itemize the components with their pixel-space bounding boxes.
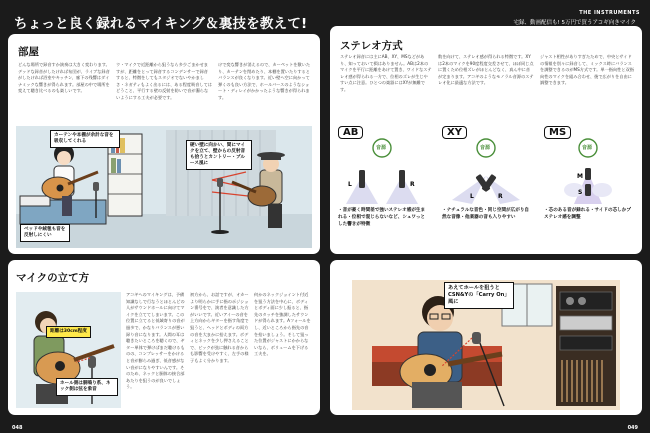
- hall-illustration: [352, 280, 620, 410]
- mic-callout-position: ホール側は胴鳴り系、ネック側は弦を象音: [56, 378, 118, 396]
- header-tag: THE INSTRUMENTS: [579, 10, 640, 16]
- stereo-text-col1: ステレオ録音には主にAB、XY、MSなどがあり、知っておいて損はありません。ABは2本のマイクを平行に距離をあけて置き、ワイドなステレオ感が得られる一方で、位相のズレが生じやすい点に注意。ひとつの楽器にはXYが無難です。: [340, 54, 432, 92]
- stereo-text-col3: ジャスト相性がありすぎたためで、中央とサイドの情報を別々に録音して、ミックス時にバランスを調整できるのがMS方式です。単一指向性と双指向性のマイクを組み合わせ、後で広がりを自由に調整できます。: [540, 54, 634, 86]
- ab-mic-r: R: [410, 181, 415, 188]
- method-xy-note: ・ナチュラルな音色・同じ空間が広がり自然な音像・他楽器の音も入りやすい: [442, 208, 530, 220]
- method-ab-label: AB: [338, 126, 363, 139]
- ab-mic-l: L: [348, 181, 352, 188]
- xy-mic-r: R: [498, 193, 503, 200]
- page-number-left: 048: [12, 425, 23, 431]
- mic-callout-distance: 距離は30cm程度: [46, 326, 91, 338]
- hall-panel: [330, 260, 642, 415]
- room-callout-bed: ベッドや絨毯も音を反射しにくい: [20, 224, 70, 242]
- method-ms-note: ・芯のある音が録れる・サイドの芯しかプステレオ感を調整: [544, 208, 631, 220]
- mic-panel: [8, 260, 320, 415]
- method-ab: [338, 120, 426, 244]
- main-title: ちょっと良く録れるマイキング＆裏技を教えて!: [14, 16, 308, 32]
- room-text-col1: どんな場所で録音すか演奏は大きく変わります。デッドな録音がしたければ布団が、ライブな録音がしたければ浴室やキッチン、廊下の残響はダイナミックな響きが得られます。部屋の中で場所を変えて聴き比べるのも楽しいです。: [18, 62, 110, 94]
- method-xy: [442, 120, 530, 244]
- room-callout-curtain: カーテンや本棚が余計な音を吸収してくれる: [50, 130, 120, 148]
- room-title: 部屋: [18, 46, 39, 58]
- room-illustration: [16, 126, 312, 248]
- stereo-title: ステレオ方式: [340, 40, 403, 52]
- mic-title: マイクの立て方: [16, 272, 90, 284]
- room-text-col3: けで変な響きが消えるので、カーペットを敷いたり、カーテンを閉めたり、本棚を置いたりするとバランスが良くなります。近い壁へ空に向かって弾くのも良い方法で、ホールバースのようなショート・ディレイがかかったような響きが得られます。: [218, 62, 311, 100]
- method-ms-label: MS: [544, 126, 571, 139]
- method-xy-source: 音源: [480, 145, 491, 151]
- room-panel: [8, 34, 320, 254]
- left-page: [8, 8, 320, 420]
- ms-mic-s: S: [578, 189, 583, 196]
- method-xy-label: XY: [442, 126, 467, 139]
- mic-text-col2: 初方から、お話ですが、オカーより明らかに手に指のポジション番号をで、演者を意識した方がいいです。近いアイーの音を上方向からギターを指す角度で狙うと、ヘッドとボディの両方の音を大まかに拾えます。ボディとネックを少し押さえることで、ピックが弦に触れる音からも影響を受けやすく、左手の様子もよく分かります。: [190, 292, 249, 363]
- method-ms: [544, 120, 632, 244]
- room-text-col2: ウ・マイクで近距離から狙うなら多少ごまかせますが、距離をとって録音するコンデンサーで録音すると、特徴をしてもスタジオでないやかましさ・ネガティもよく出るには、ある程度吸音してはどうこと、平行する壁の反射を防いで音が濁らないようにする工夫が必要です。: [116, 62, 212, 100]
- stereo-panel: [330, 20, 642, 254]
- ms-mic-m: M: [577, 173, 583, 180]
- mic-illustration: [16, 292, 121, 408]
- method-ab-source: 音源: [376, 145, 387, 151]
- right-page: [330, 8, 642, 420]
- method-ab-note: ・音が豪く時間差で強いステレオ感が生まれる・位相で混じらないなど、シュワっとした響きが特徴: [338, 208, 426, 227]
- page-number-right: 049: [627, 425, 638, 431]
- xy-mic-l: L: [470, 193, 474, 200]
- room-callout-wall: 硬い壁に向かい、間にマイクを立て、壁からの反射音も拾うとカントリー・ブルース風に: [186, 140, 252, 170]
- method-ms-source: 音源: [582, 145, 593, 151]
- mic-text-col1: アコギへのマイキングは、予備知識なしで行なうとほとんどの人がサウンドホールに向けてマイクを立ててしまいます。この位置に立てると低域寄りの音が過多で、かなりバランスが悪い録り音になります。人間の耳は聴きたいところを聴くので、ギター単体で弾けばまだ聴けるものの、コンプレッサーをかけると音が膨らみ過ぎ、低音感がない音がになりやすいんです。そのため、ネックと胴体の接合部あたりを狙うのが良いでしょう。: [126, 292, 185, 390]
- mic-text-col3: 何かのネックジョイント付近を狙う方法を中心に、ボディとボディ面に少し振ると、指先のタッチを強調したサウンドが得られます。Aフォールをし、近いところから指先の音を拾いましょう。そして狙った位置がジャストにかからないなら、ボリュームを下げる工夫を。: [254, 292, 311, 357]
- stereo-text-col2: 数を向けて、ステレオ感が得られる特徴です。XYは2本のマイクを90度程度交差させて、ほぼ同じ点に置くため位相ズレがほとんどなく、真ん中に音が定まります。アコギのようなモノラル音源のステレオ化に最適な方法です。: [438, 54, 534, 86]
- header-subtitle: 宅録、動画配信も! 5万円で買うアコギ向きマイク: [513, 20, 636, 26]
- hall-callout-carry-on: あえてホールを狙うとCSN&Yの「Carry On」風に: [444, 282, 514, 309]
